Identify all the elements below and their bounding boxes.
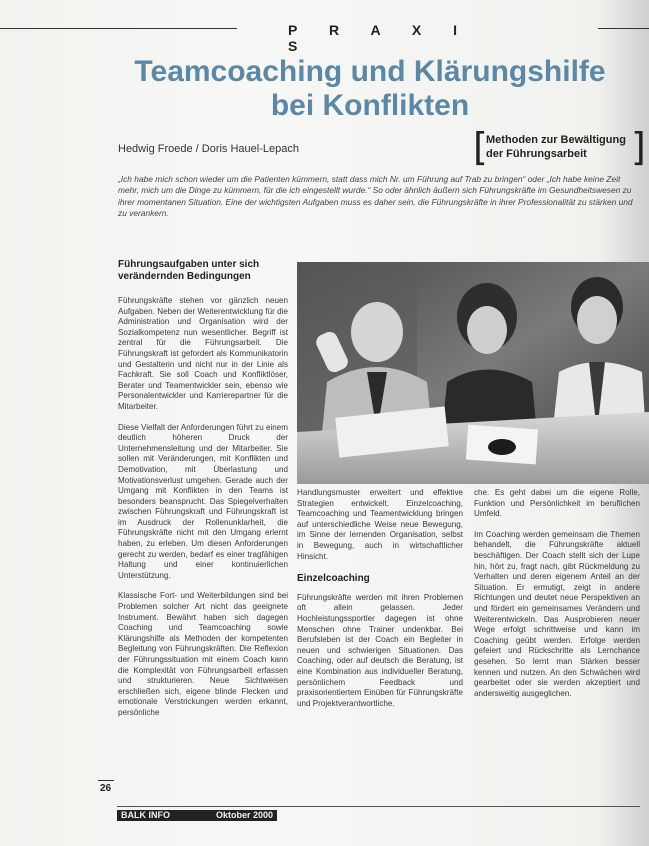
footer-rule — [117, 806, 640, 807]
intro-paragraph: „Ich habe mich schon wieder um die Patienten kümmern, statt dass mich Nr. um Führung auf Trab zu bringen“ oder „Ich habe keine Zeit mehr, mich um die Dinge zu kümmern, für die ich eingestellt wurde.“ So oder ähnlich äußern sich Führungskräfte im Gesundheitswesen zu ihrer momentanen Situation. Eine der wichtigsten Aufgaben muss es daher sein, die Führungskräfte in ihrer Professionalität zu stärken und zu verankern. — [118, 174, 633, 219]
paragraph: Klassische Fort- und Weiterbildungen sind bei Problemen solcher Art nicht das geeignete Instrument. Bewährt haben sich dagegen Coaching und Teamcoaching sowie Klärungshilfe als Methoden der kompetenten Begleitung von Führungskräften. Die Reflexion der Führungssituation mit einem Coach kann die Komplexität von Führungsarbeit erfassen und strukturieren. Neue Sichtweisen erschließen sich, eigene blinde Flecken und emotionale Verstrickungen werden erkannt, persönliche — [118, 591, 288, 717]
section-label: P R A X I S — [288, 22, 472, 54]
column-2-text — [297, 488, 463, 788]
paragraph: Führungskräfte stehen vor gänzlich neuen Aufgaben. Neben der Weiterentwicklung für die Administration und Organisation wird der Sozialkompetenz nun wesentlicher. Begriff ist zentral für die Führungsarbeit. Die Führungskraft ist gefordert als Kommunikatorin und Gestalterin und nicht nur in der Linie als Fachkraft. Sie soll Coach und Konfliktlöser, Berater und Teamentwickler sein, ebenso wie Personalentwickler und Karrierepartner für die Mitarbeiter. — [118, 296, 288, 411]
article-photo — [297, 262, 649, 484]
subtitle-line-1: Methoden zur Bewältigung — [486, 134, 626, 146]
paragraph: Führungskräfte werden mit ihren Problemen oft allein gelassen. Jeder Hochleistungssportler dagegen ist ohne Menschen ohne Trainer undenkbar. Bei Berufsleben ist der Coach ein Begleiter in neuen und schwierigen Situationen. Das Coaching, oder auf deutsch die Beratung, ist eine Kombination aus individueller Beratung, persönlichem Feedback und praxisorientiertem Einüben für Führungskräfte und Projektverantwortliche. — [297, 592, 463, 708]
footer-date: Oktober 2000 — [215, 810, 273, 820]
article-authors: Hedwig Froede / Doris Hauel-Lepach — [118, 143, 299, 155]
paragraph: che. Es geht dabei um die eigene Rolle, Funktion und Persönlichkeit im beruflichen Umfeld. — [474, 488, 640, 519]
section-heading — [118, 259, 288, 283]
page-number: 26 — [100, 783, 112, 794]
paragraph: Diese Vielfalt der Anforderungen führt zu einem deutlich höheren Druck der Unternehmensleitung und der Mitarbeiter. Sie sollen mit Veränderungen, mit Konflikten und Demotivation, mit Überlastung und Motivationsverlust umgehen. Gerade auch der Umgang mit Konflikten in den Teams ist besonders beansprucht. Das Spiegelverhalten zwischen Führungskraft und Führungskraft ist im Ausdruck der Rollenunklarheit, die Führungskräfte nicht mit den Umgang erlernt haben, zu erleben. Um diesen Anforderungen gerecht zu werden, bedarf es einer tragfähigen Haltung und einer kontinuierlichen Unterstützung. — [118, 422, 288, 580]
section-heading-line-1: Führungsaufgaben unter sich — [118, 259, 260, 270]
article-title-line-2: bei Konflikten — [270, 89, 470, 122]
subtitle-bracket-right: ] — [631, 125, 646, 169]
paragraph: Handlungsmuster erweitert und effektive Strategien entwickelt. Einzelcoaching, Teamcoaching und Teamentwicklung bringen auf unterschiedliche Weise neue Bewegung, im Sinne der lernenden Organisation, selbst in Bewegung, auch in wirtschaftlicher Hinsicht. — [297, 488, 463, 561]
header-rule-left — [0, 28, 237, 29]
footer-bar — [117, 810, 277, 821]
subtitle-bracket-left: [ — [473, 125, 488, 169]
section-heading-line-2: verändernden Bedingungen — [118, 271, 251, 282]
paragraph: Im Coaching werden gemeinsam die Themen behandelt, die Führungskräfte aktuell beschäftigen. Der Coach stellt sich der Lupe hin, hört zu, fragt nach, gibt Rückmeldung zu Verhalten und deren eigenem Anteil an der Situation. Er ermutigt, zeigt in andere Richtungen und deutet neue Perspektiven an und fördert ein gemeinsames Verändern und Weiterentwickeln. Das Ausprobieren neuer Wege erfolgt schrittweise und kann im Coaching geübt werden. Erfolge werden gefeiert und Rückschritte als Lernchance gesehen. So lernt man Stärken besser kennen und nutzen. An den Schwächen wird gearbeitet oder sie werden akzeptiert und andersweitig ausgeglichen. — [474, 529, 640, 698]
page-number-rule — [98, 780, 114, 781]
subsection-heading: Einzelcoaching — [297, 573, 370, 585]
column-3-text — [474, 488, 640, 788]
article-title-line-1: Teamcoaching und Klärungshilfe — [134, 55, 606, 88]
subtitle-line-2: der Führungsarbeit — [486, 148, 587, 160]
article-subtitle — [486, 133, 636, 161]
column-1-text — [118, 296, 288, 782]
footer-publication: BALK INFO — [121, 810, 170, 820]
header-rule-right — [598, 28, 649, 29]
